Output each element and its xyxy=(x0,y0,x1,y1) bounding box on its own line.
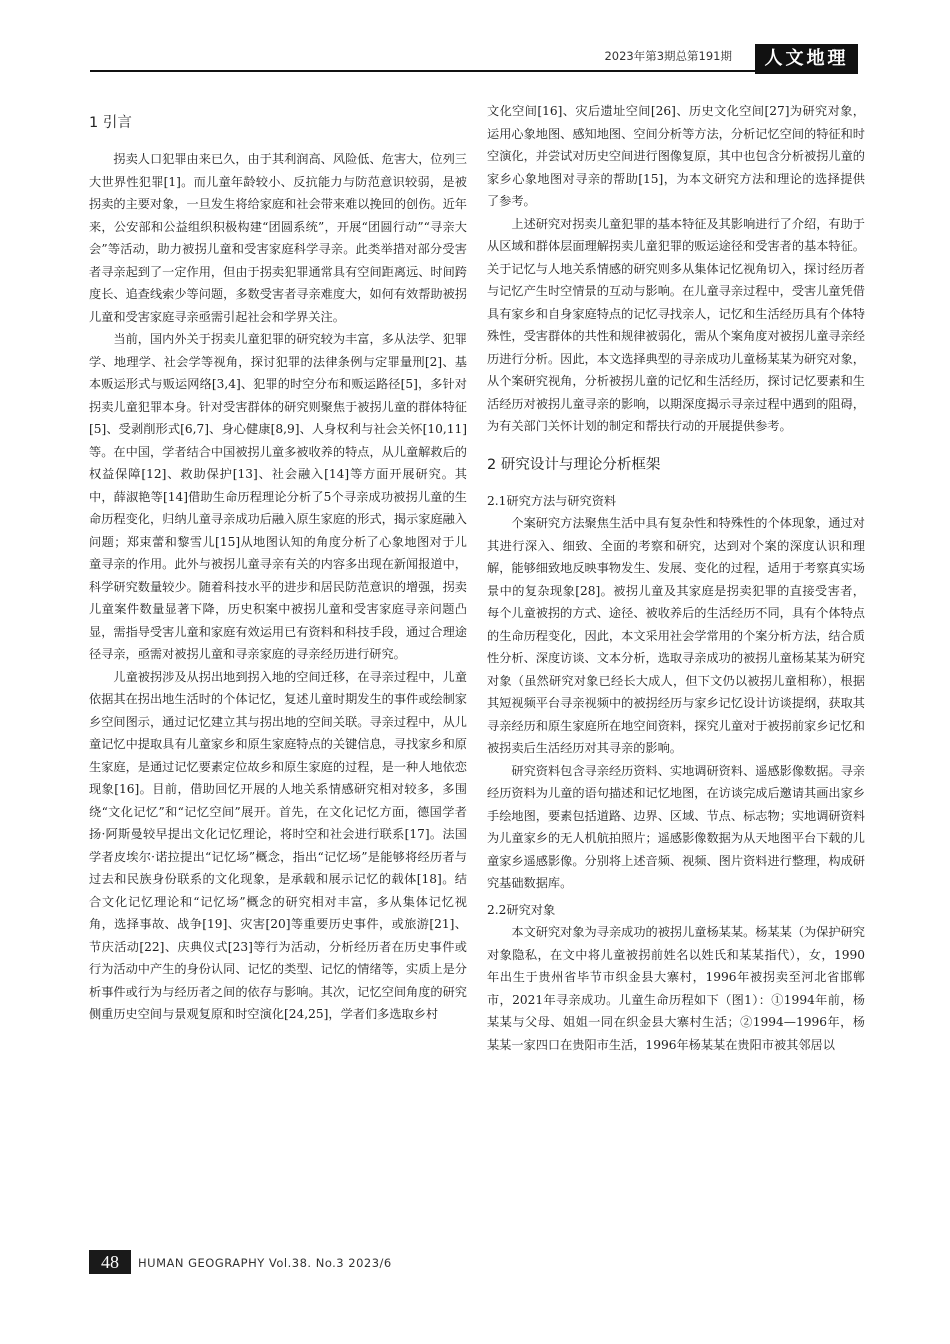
subsection-heading-subject: 2.2研究对象 xyxy=(487,902,556,917)
paragraph: 当前，国内外关于拐卖儿童犯罪的研究较为丰富，多从法学、犯罪学、地理学、社会学等视角，探讨犯罪的法律条例与定罪量刑[2]、基本贩运形式与贩运网络[3,4]、犯罪的时空分布和贩运路径[5]，多针对拐卖儿童犯罪本身。针对受害群体的研究则聚焦于被拐儿童的群体特征[5]、受剥削形式[6,7]、身心健康[8,9]、人身权利与社会关怀[10,11]等。在中国，学者结合中国被拐儿童多被收养的特点，从儿童解救后的权益保障[12]、救助保护[13]、社会融入[14]等方面开展研究。其中，薛淑艳等[14]借助生命历程理论分析了5个寻亲成功被拐儿童的生命历程变化，归纳儿童寻亲成功后融入原生家庭的形式，揭示家庭融入问题；郑束蕾和黎雪儿[15]从地图认知的角度分析了心象地图对于儿童寻亲的作用。此外与被拐儿童寻亲有关的内容多出现在新闻报道中，科学研究数量较少。随着科技水平的进步和居民防范意识的增强，拐卖儿童案件数量显著下降，历史积案中被拐儿童和受害家庭寻亲问题凸显，需指导受害儿童和家庭有效运用已有资料和科技手段，通过合理途径寻亲，亟需对被拐儿童和寻亲家庭的寻亲经历进行研究。 xyxy=(89,332,467,661)
paragraph: 拐卖人口犯罪由来已久，由于其利润高、风险低、危害大，位列三大世界性犯罪[1]。而儿童年龄较小、反抗能力与防范意识较弱，是被拐卖的主要对象，一旦发生将给家庭和社会带来难以挽回的创伤。近年来，公安部和公益组织积极构建“团圆系统”，开展“团圆行动”“寻亲大会”等活动，助力被拐儿童和受害家庭科学寻亲。此类举措对部分受害者寻亲起到了一定作用，但由于拐卖犯罪通常具有空间距离远、时间跨度长、追查线索少等问题，多数受害者寻亲难度大，如何有效帮助被拐儿童和受害家庭寻亲亟需引起社会和学界关注。 xyxy=(89,152,467,324)
subsection-heading-methods: 2.1研究方法与研究资料 xyxy=(487,493,617,508)
footer-journal-info: HUMAN GEOGRAPHY Vol.38. No.3 2023/6 xyxy=(138,1256,392,1270)
paragraph: 个案研究方法聚焦生活中具有复杂性和特殊性的个体现象，通过对其进行深入、细致、全面的考察和研究，达到对个案的深度认识和理解，能够细致地反映事物发生、发展、变化的过程，适用于考察真实场景中的复杂现象[28]。被拐儿童及其家庭是拐卖犯罪的直接受害者，每个儿童被拐的方式、途径、被收养后的生活经历不同，具有个体特点的生命历程变化，因此，本文采用社会学常用的个案分析方法，结合质性分析、深度访谈、文本分析，选取寻亲成功的被拐儿童杨某某为研究对象（虽然研究对象已经长大成人，但下文仍以被拐儿童相称），根据其短视频平台寻亲视频中的被拐经历与家乡记忆设计访谈提纲，获取其寻亲经历和原生家庭所在地空间资料，探究儿童对于被拐前家乡记忆和被拐卖后生活经历对其寻亲的影响。 xyxy=(487,516,865,755)
header-divider xyxy=(90,70,858,72)
section-heading-research-design: 2 研究设计与理论分析框架 xyxy=(487,456,661,473)
paragraph: 上述研究对拐卖儿童犯罪的基本特征及其影响进行了介绍，有助于从区域和群体层面理解拐卖儿童犯罪的贩运途径和受害者的基本特征。关于记忆与人地关系情感的研究则多从集体记忆视角切入，探讨经历者与记忆产生时空情景的互动与影响。在儿童寻亲过程中，受害儿童凭借具有家乡和自身家庭特点的记忆寻找亲人，记忆和生活经历具有个体特殊性，受害群体的共性和规律被弱化，需从个案角度对被拐儿童寻亲经历进行分析。因此，本文选择典型的寻亲成功儿童杨某某为研究对象，从个案研究视角，分析被拐儿童的记忆和生活经历，探讨记忆要素和生活经历对被拐儿童寻亲的影响，以期深度揭示寻亲过程中遇到的阻碍，为有关部门关怀计划的制定和帮扶行动的开展提供参考。 xyxy=(487,216,865,433)
page-number: 48 xyxy=(89,1250,131,1274)
paragraph: 文化空间[16]、灾后遗址空间[26]、历史文化空间[27]为研究对象，运用心象地图、感知地图、空间分析等方法，分析记忆空间的特征和时空演化，并尝试对历史空间进行图像复原，其中也包含分析被拐儿童的家乡心象地图对寻亲的帮助[15]，为本文研究方法和理论的选择提供了参考。 xyxy=(487,104,865,208)
journal-title-badge: 人文地理 xyxy=(755,44,858,74)
right-column xyxy=(487,100,865,1056)
left-column xyxy=(89,96,467,1026)
header-issue-info: 2023年第3期总第191期 xyxy=(604,49,732,63)
paragraph: 研究资料包含寻亲经历资料、实地调研资料、遥感影像数据。寻亲经历资料为儿童的语句描述和记忆地图，在访谈完成后邀请其画出家乡手绘地图，要素包括道路、边界、区域、节点、标志物；实地调研资料为儿童家乡的无人机航拍照片；遥感影像数据为从天地图平台下载的儿童家乡遥感影像。分别将上述音频、视频、图片资料进行整理，构成研究基础数据库。 xyxy=(487,763,865,890)
paragraph: 本文研究对象为寻亲成功的被拐儿童杨某某。杨某某（为保护研究对象隐私，在文中将儿童被拐前姓名以姓氏和某某指代），女，1990年出生于贵州省毕节市织金县大寨村，1996年被拐卖至河北省邯郸市，2021年寻亲成功。儿童生命历程如下（图1）：①1994年前，杨某某与父母、姐姐一同在织金县大寨村生活；②1994—1996年，杨某某一家四口在贵阳市生活，1996年杨某某在贵阳市被其邻居以 xyxy=(487,925,865,1052)
paragraph: 儿童被拐涉及从拐出地到拐入地的空间迁移，在寻亲过程中，儿童依据其在拐出地生活时的个体记忆，复述儿童时期发生的事件或绘制家乡空间图示，通过记忆建立其与拐出地的空间关联。寻亲过程中，从儿童记忆中提取具有儿童家乡和原生家庭特点的关键信息，寻找家乡和原生家庭，是通过记忆要素定位故乡和原生家庭的过程，是一种人地依恋现象[16]。目前，借助回忆开展的人地关系情感研究相对较多，多围绕“文化记忆”和“记忆空间”展开。首先，在文化记忆方面，德国学者扬·阿斯曼较早提出文化记忆理论，将时空和社会进行联系[17]。法国学者皮埃尔·诺拉提出“记忆场”概念，指出“记忆场”是能够将经历者与过去和民族身份联系的文化现象，是承载和展示记忆的载体[18]。结合文化记忆理论和“记忆场”概念的研究相对丰富，多从集体记忆视角，选择事故、战争[19]、灾害[20]等重要历史事件，或旅游[21]、节庆活动[22]、庆典仪式[23]等行为活动，分析经历者在历史事件或行为活动中产生的身份认同、记忆的类型、记忆的情绪等，实质上是分析事件或行为与经历者之间的依存与影响。其次，记忆空间角度的研究侧重历史空间与景观复原和时空演化[24,25]，学者们多选取乡村 xyxy=(89,669,467,1021)
section-heading-introduction: 1 引言 xyxy=(89,115,132,131)
